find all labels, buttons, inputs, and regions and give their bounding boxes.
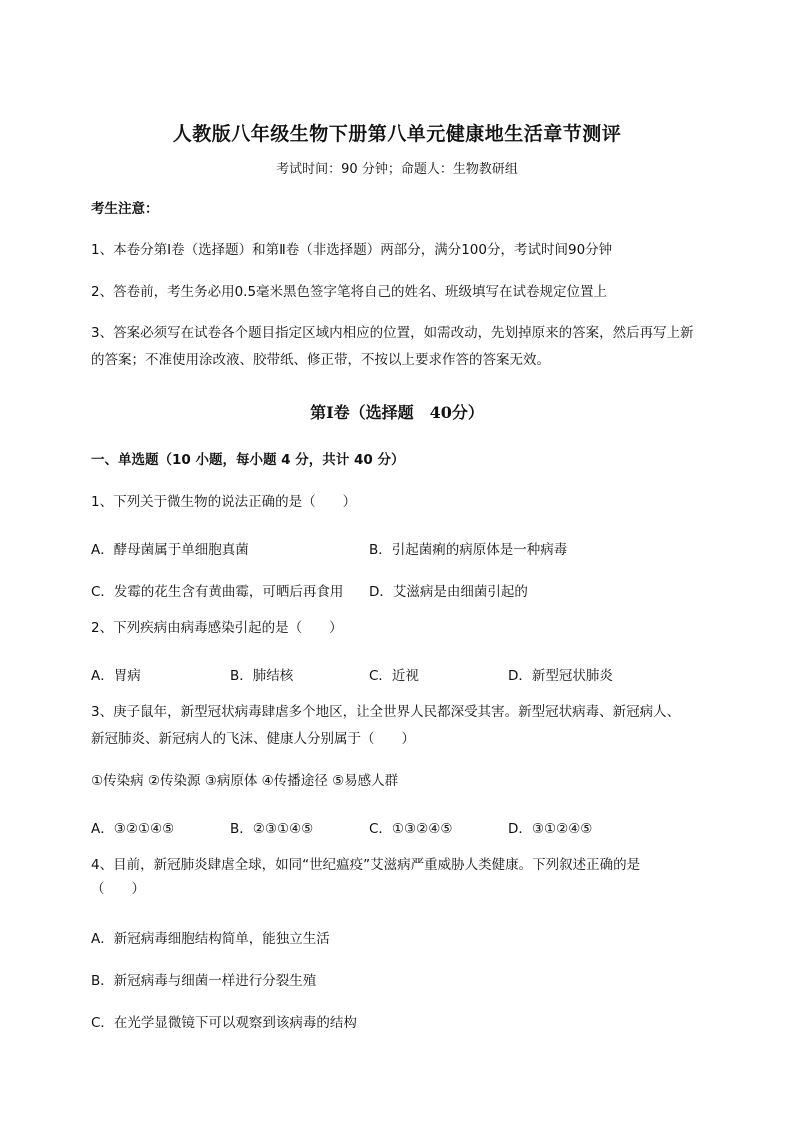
question-4-option-b: B．新冠病毒与细菌一样进行分裂生殖 (91, 973, 317, 989)
question-3-list: ①传染病 ②传染源 ③病原体 ④传播途径 ⑤易感人群 (91, 773, 399, 789)
question-1-option-b: B．引起菌痢的病原体是一种病毒 (369, 542, 568, 558)
question-3-option-b: B．②③①④⑤ (230, 821, 314, 837)
question-1-option-c: C．发霉的花生含有黄曲霉，可晒后再食用 (91, 584, 344, 600)
part-heading: 一、单选题（10 小题，每小题 4 分，共计 40 分） (91, 452, 405, 468)
question-3-option-d: D．③①②④⑤ (508, 821, 593, 837)
notice-item-3-continued: 的答案；不准使用涂改液、胶带纸、修正带，不按以上要求作答的答案无效。 (91, 352, 550, 368)
notice-heading: 考生注意： (91, 201, 159, 217)
question-4-option-c: C．在光学显微镜下可以观察到该病毒的结构 (91, 1015, 357, 1031)
question-4-stem-line-2: （ ） (91, 881, 145, 897)
notice-item-2: 2、答卷前，考生务必用0.5毫米黑色签字笔将自己的姓名、班级填写在试卷规定位置上 (91, 284, 608, 300)
question-2-option-b: B．肺结核 (230, 668, 294, 684)
question-2-option-a: A．胃病 (91, 668, 141, 684)
question-4-stem-line-1: 4、目前，新冠肺炎肆虐全球，如同“世纪瘟疫”艾滋病严重威胁人类健康。下列叙述正确的是 (91, 857, 641, 873)
question-2-option-d: D．新型冠状肺炎 (508, 668, 613, 684)
question-2-stem: 2、下列疾病由病毒感染引起的是（ ） (91, 620, 343, 636)
exam-title: 人教版八年级生物下册第八单元健康地生活章节测评 (172, 123, 622, 145)
section-title: 第Ⅰ卷（选择题 40分） (310, 403, 484, 422)
question-1-stem: 1、下列关于微生物的说法正确的是（ ） (91, 494, 357, 510)
question-2-option-c: C．近视 (369, 668, 419, 684)
question-3-option-c: C．①③②④⑤ (369, 821, 453, 837)
notice-item-1: 1、本卷分第Ⅰ卷（选择题）和第Ⅱ卷（非选择题）两部分，满分100分，考试时间90分钟 (91, 242, 613, 258)
question-3-stem-line-1: 3、庚子鼠年，新型冠状病毒肆虐多个地区，让全世界人民都深受其害。新型冠状病毒、新冠病人、 (91, 704, 681, 720)
exam-subtitle: 考试时间：90 分钟；命题人：生物教研组 (276, 162, 518, 177)
question-3-stem-line-2: 新冠肺炎、新冠病人的飞沫、健康人分别属于（ ） (91, 731, 415, 747)
question-1-option-d: D．艾滋病是由细菌引起的 (369, 584, 528, 600)
question-4-option-a: A．新冠病毒细胞结构简单，能独立生活 (91, 931, 330, 947)
notice-item-3: 3、答案必须写在试卷各个题目指定区域内相应的位置，如需改动，先划掉原来的答案，然后再写上新 (91, 325, 694, 341)
question-1-option-a: A．酵母菌属于单细胞真菌 (91, 542, 249, 558)
question-3-option-a: A．③②①④⑤ (91, 821, 175, 837)
